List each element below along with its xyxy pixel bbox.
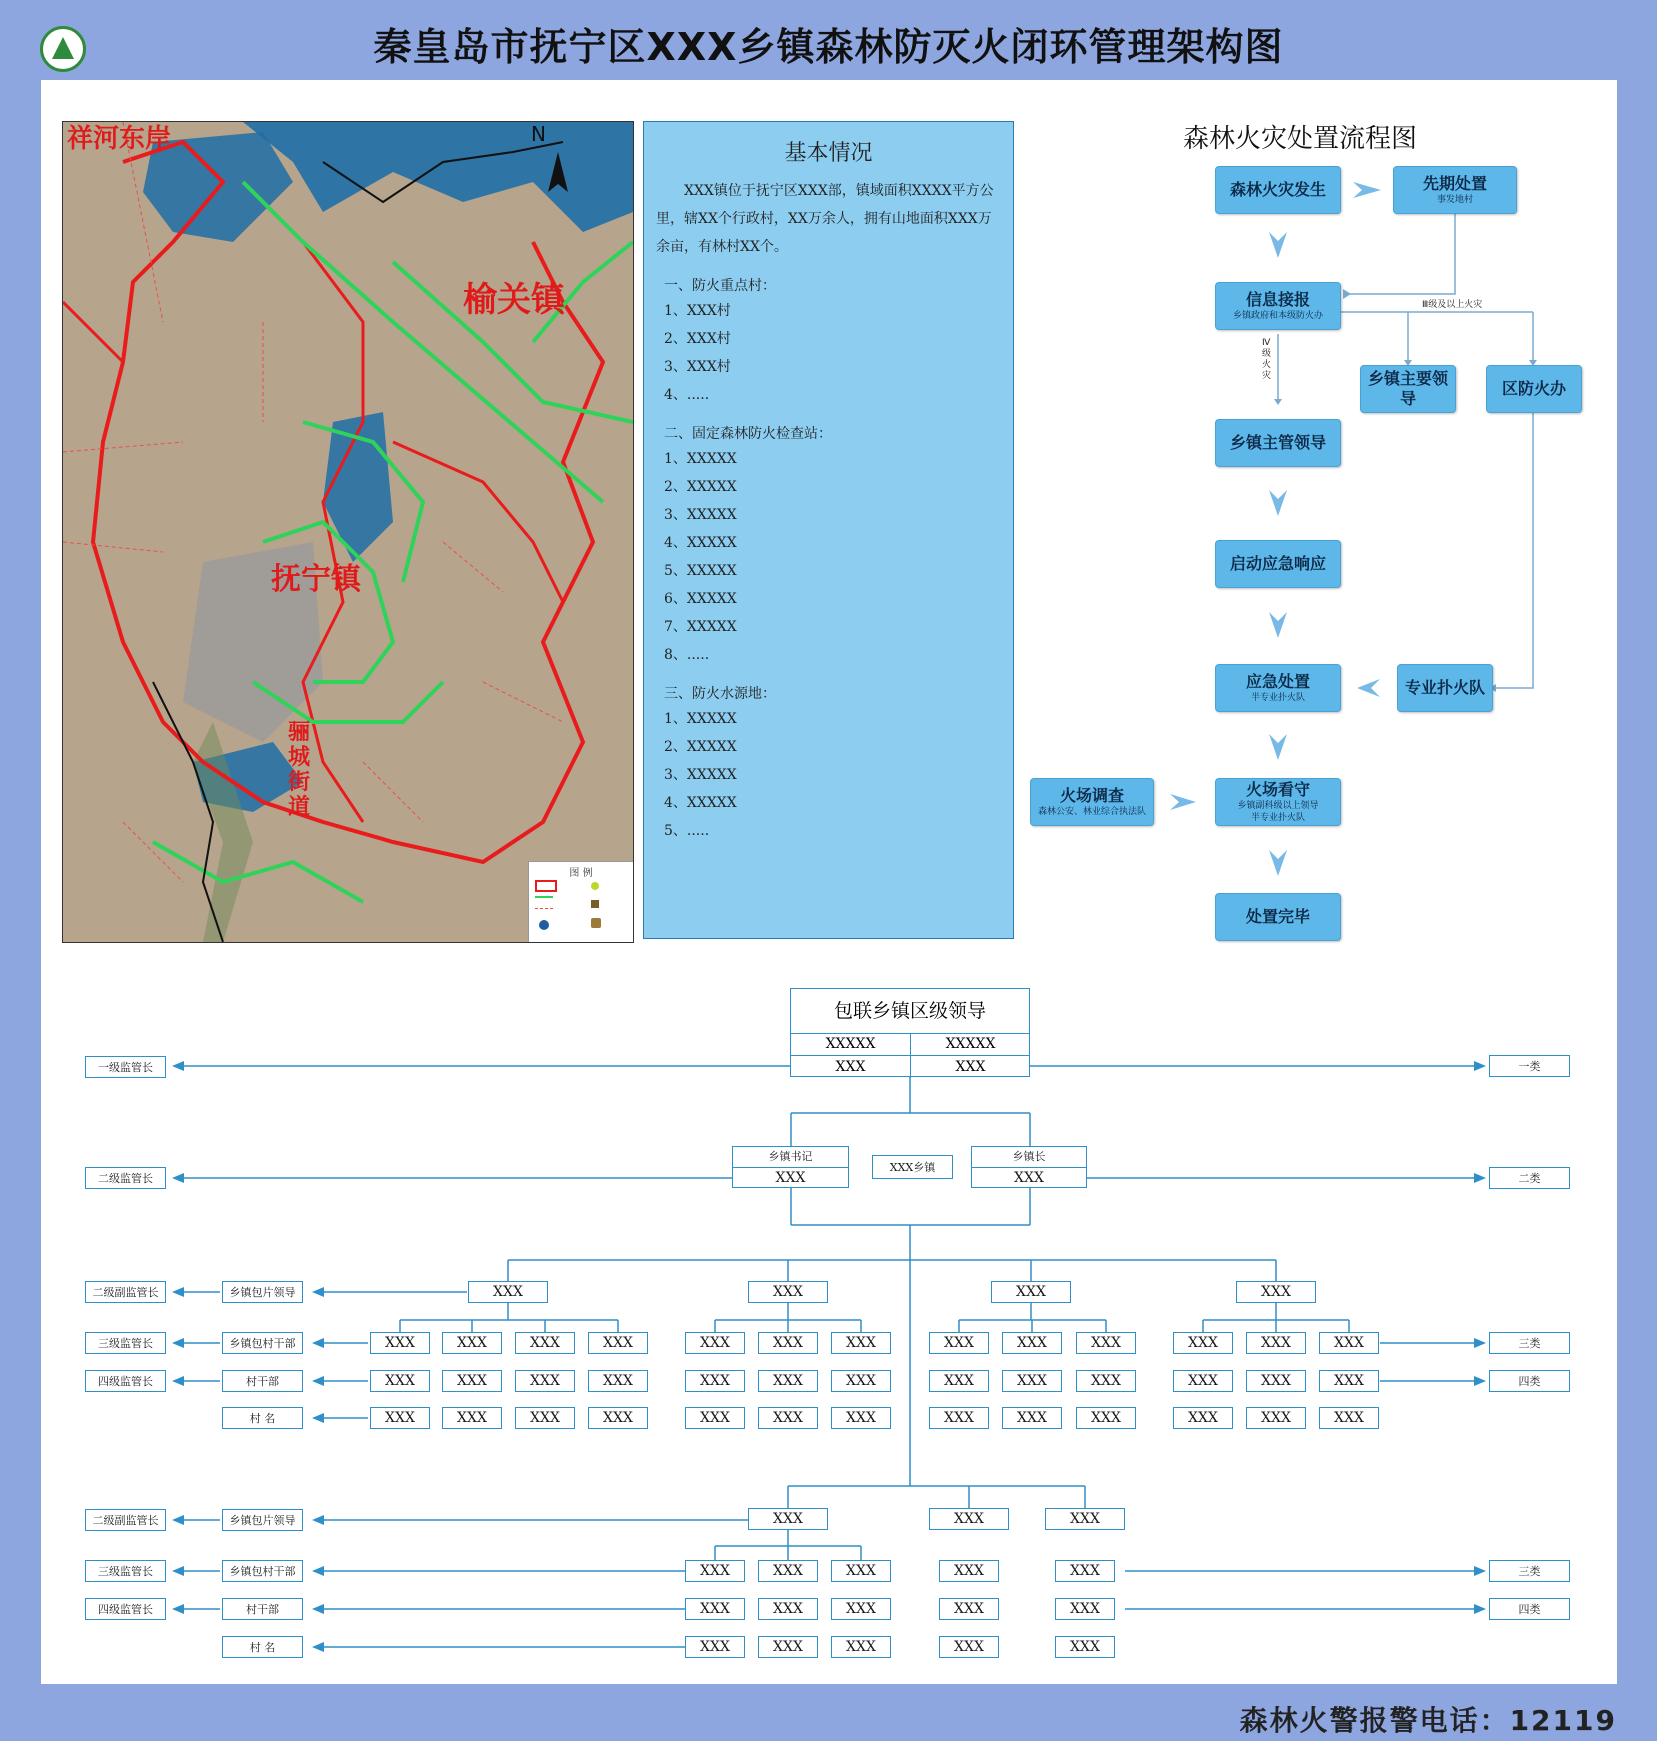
village-cell: XXX — [1002, 1332, 1062, 1354]
village-cell: XXX — [758, 1370, 818, 1392]
area-leader-cell: XXX — [748, 1281, 828, 1303]
village-cell: XXX — [370, 1407, 430, 1429]
village-cell: XXX — [831, 1370, 891, 1392]
flow-emergency-handle-label: 应急处置 — [1245, 672, 1310, 691]
map-label-yuguan: 榆关镇 — [463, 280, 565, 320]
village-cell: XXX — [442, 1370, 502, 1392]
flow-level3-label: Ⅲ级及以上火灾 — [1422, 300, 1483, 310]
area-leader-label: 乡镇包片领导 — [222, 1509, 303, 1531]
flow-charge-leader-label: 乡镇主管领导 — [1229, 433, 1326, 452]
mayor-name: XXX — [1014, 1170, 1044, 1186]
area-leader-cell: XXX — [748, 1508, 828, 1530]
flow-fire-guard-sub1: 乡镇副科级以上领导 — [1237, 801, 1319, 811]
category3-label: 三类 — [1489, 1332, 1570, 1354]
flow-district-office-label: 区防火办 — [1501, 379, 1566, 398]
village-cell: XXX — [939, 1598, 999, 1620]
village-cell: XXX — [1076, 1370, 1136, 1392]
district-leader-name: XXX — [791, 1056, 911, 1078]
info-list-item: 8、..... — [664, 647, 710, 663]
info-intro: XXX镇位于抚宁区XXX部，镇域面积XXXX平方公里，辖XX个行政村，XX万余人，拥有山地面积XXX万余亩，有林村XX个。 — [656, 183, 994, 255]
village-cell: XXX — [831, 1407, 891, 1429]
village-cell: XXX — [758, 1598, 818, 1620]
level1-supervisor-label: 一级监管长 — [85, 1056, 166, 1078]
info-list-item: 4、XXXXX — [664, 795, 737, 811]
flow-initial-response-label: 先期处置 — [1422, 174, 1487, 193]
village-cell: XXX — [515, 1370, 575, 1392]
village-cell: XXX — [685, 1332, 745, 1354]
village-name-label: 村 名 — [222, 1407, 303, 1429]
village-cadre-label: 村干部 — [222, 1370, 303, 1392]
village-name-label: 村 名 — [222, 1636, 303, 1658]
village-cell: XXX — [515, 1332, 575, 1354]
district-leader-box — [790, 988, 1030, 1077]
village-cadre-label: 村干部 — [222, 1598, 303, 1620]
district-leader-name: XXX — [955, 1059, 986, 1075]
flow-done-label: 处置完毕 — [1245, 907, 1310, 926]
info-list-item: 2、XXXXX — [664, 739, 737, 755]
category2-label: 二类 — [1489, 1167, 1570, 1189]
village-cell: XXX — [939, 1636, 999, 1658]
area-leader-cell: XXX — [1236, 1281, 1316, 1303]
flow-initial-response-sub: 事发地村 — [1436, 195, 1473, 205]
category4-label: 四类 — [1489, 1370, 1570, 1392]
info-list-item: 5、..... — [664, 823, 710, 839]
village-cell: XXX — [758, 1560, 818, 1582]
village-cell: XXX — [929, 1407, 989, 1429]
village-cell: XXX — [1002, 1407, 1062, 1429]
village-cell: XXX — [442, 1407, 502, 1429]
village-cell: XXX — [758, 1636, 818, 1658]
village-cadre-town-label: 乡镇包村干部 — [222, 1560, 303, 1582]
village-cell: XXX — [831, 1560, 891, 1582]
info-list-item: 5、XXXXX — [664, 563, 737, 579]
village-cell: XXX — [1173, 1370, 1233, 1392]
village-cell: XXX — [1319, 1407, 1379, 1429]
fire-alarm-phone: 森林火警报警电话：12119 — [1239, 1704, 1617, 1737]
area-leader-cell: XXX — [1045, 1508, 1125, 1530]
info-list-item: 4、..... — [664, 387, 710, 403]
info-section-heading: 二、固定森林防火检查站： — [664, 426, 832, 442]
village-cell: XXX — [831, 1598, 891, 1620]
info-list-item: 1、XXX村 — [664, 303, 731, 319]
secretary-name: XXX — [775, 1170, 806, 1186]
flow-info-report-sub: 乡镇政府和本级防火办 — [1232, 311, 1323, 321]
flow-title: 森林火灾处置流程图 — [1183, 124, 1418, 154]
mayor-title: 乡镇长 — [972, 1147, 1086, 1168]
flow-pro-team-label: 专业扑火队 — [1404, 678, 1485, 697]
village-cell: XXX — [685, 1598, 745, 1620]
category3-label: 三类 — [1489, 1560, 1570, 1582]
area-leader-cell: XXX — [929, 1508, 1009, 1530]
area-leader-cell: XXX — [468, 1281, 548, 1303]
district-leader-name: XXXXX — [791, 1033, 911, 1056]
level2-supervisor-label: 二级监管长 — [85, 1167, 166, 1189]
info-list-item: 7、XXXXX — [664, 619, 737, 635]
village-cell: XXX — [758, 1332, 818, 1354]
info-list-item: 6、XXXXX — [664, 591, 737, 607]
village-cell: XXX — [1319, 1332, 1379, 1354]
village-cell: XXX — [1246, 1332, 1306, 1354]
village-cell: XXX — [1319, 1370, 1379, 1392]
info-section-heading: 三、防火水源地： — [664, 686, 776, 702]
village-cell: XXX — [370, 1332, 430, 1354]
village-cell: XXX — [831, 1332, 891, 1354]
category4-label: 四类 — [1489, 1598, 1570, 1620]
info-list-item: 1、XXXXX — [664, 451, 737, 467]
village-cell: XXX — [685, 1370, 745, 1392]
page-title: 秦皇岛市抚宁区XXX乡镇森林防灭火闭环管理架构图 — [373, 25, 1284, 69]
village-cell: XXX — [939, 1560, 999, 1582]
secretary-title: 乡镇书记 — [733, 1147, 848, 1168]
flow-investigation-label: 火场调查 — [1059, 786, 1124, 805]
village-cell: XXX — [442, 1332, 502, 1354]
village-cell: XXX — [1055, 1636, 1115, 1658]
village-cell: XXX — [1055, 1560, 1115, 1582]
town-box: XXX乡镇 — [872, 1155, 953, 1179]
flow-info-report-label: 信息接报 — [1245, 290, 1310, 309]
village-cell: XXX — [929, 1332, 989, 1354]
level4-supervisor-label: 四级监管长 — [85, 1370, 166, 1392]
village-cell: XXX — [1055, 1598, 1115, 1620]
level3-supervisor-label: 三级监管长 — [85, 1560, 166, 1582]
village-cell: XXX — [588, 1370, 648, 1392]
level4-supervisor-label: 四级监管长 — [85, 1598, 166, 1620]
village-cell: XXX — [515, 1407, 575, 1429]
flow-fire-occurs-label: 森林火灾发生 — [1229, 180, 1326, 199]
flow-fire-guard-label: 火场看守 — [1245, 780, 1310, 799]
level2-deputy-label: 二级副监管长 — [85, 1281, 166, 1303]
flow-investigation-sub: 森林公安、林业综合执法队 — [1037, 807, 1146, 817]
village-cell: XXX — [1076, 1407, 1136, 1429]
map-label-street: 骊城街道 — [288, 720, 311, 820]
village-cell: XXX — [1173, 1407, 1233, 1429]
info-list-item: 3、XXXXX — [664, 767, 737, 783]
level2-deputy-label: 二级副监管长 — [85, 1509, 166, 1531]
flow-level4-label: Ⅳ级火灾 — [1262, 338, 1272, 381]
village-cell: XXX — [1173, 1332, 1233, 1354]
village-cell: XXX — [685, 1560, 745, 1582]
village-cell: XXX — [588, 1332, 648, 1354]
info-section-heading: 一、防火重点村： — [664, 278, 776, 294]
flow-emergency-start-label: 启动应急响应 — [1229, 554, 1326, 573]
village-cell: XXX — [1002, 1370, 1062, 1392]
flow-main-leader-label: 乡镇主要领导 — [1367, 369, 1448, 408]
flow-fire-guard-sub2: 半专业扑火队 — [1250, 813, 1305, 823]
district-leader-name: XXXXX — [911, 1033, 1030, 1056]
village-cell: XXX — [831, 1636, 891, 1658]
mayor-box — [971, 1146, 1087, 1188]
district-leader-title: 包联乡镇区级领导 — [791, 989, 1029, 1034]
map-label-corner: 祥河东岸 — [67, 124, 172, 154]
village-cell: XXX — [588, 1407, 648, 1429]
map-label-funing: 抚宁镇 — [271, 562, 361, 597]
flow-emergency-handle-sub: 半专业扑火队 — [1250, 693, 1305, 703]
village-cell: XXX — [758, 1407, 818, 1429]
secretary-box — [732, 1146, 849, 1188]
map-legend-title: 图 例 — [569, 868, 593, 879]
category1-label: 一类 — [1489, 1055, 1570, 1077]
village-cell: XXX — [685, 1636, 745, 1658]
info-list-item: 4、XXXXX — [664, 535, 737, 551]
village-cell: XXX — [929, 1370, 989, 1392]
info-list-item: 2、XXX村 — [664, 331, 731, 347]
area-leader-label: 乡镇包片领导 — [222, 1281, 303, 1303]
info-list-item: 3、XXX村 — [664, 359, 731, 375]
info-list-item: 2、XXXXX — [664, 479, 737, 495]
village-cell: XXX — [685, 1407, 745, 1429]
level3-supervisor-label: 三级监管长 — [85, 1332, 166, 1354]
info-title: 基本情况 — [784, 141, 873, 166]
village-cell: XXX — [1246, 1370, 1306, 1392]
info-list-item: 3、XXXXX — [664, 507, 737, 523]
north-indicator: N — [531, 122, 546, 146]
village-cell: XXX — [1246, 1407, 1306, 1429]
village-cadre-town-label: 乡镇包村干部 — [222, 1332, 303, 1354]
village-cell: XXX — [370, 1370, 430, 1392]
village-cell: XXX — [1076, 1332, 1136, 1354]
area-leader-cell: XXX — [991, 1281, 1071, 1303]
info-list-item: 1、XXXXX — [664, 711, 737, 727]
